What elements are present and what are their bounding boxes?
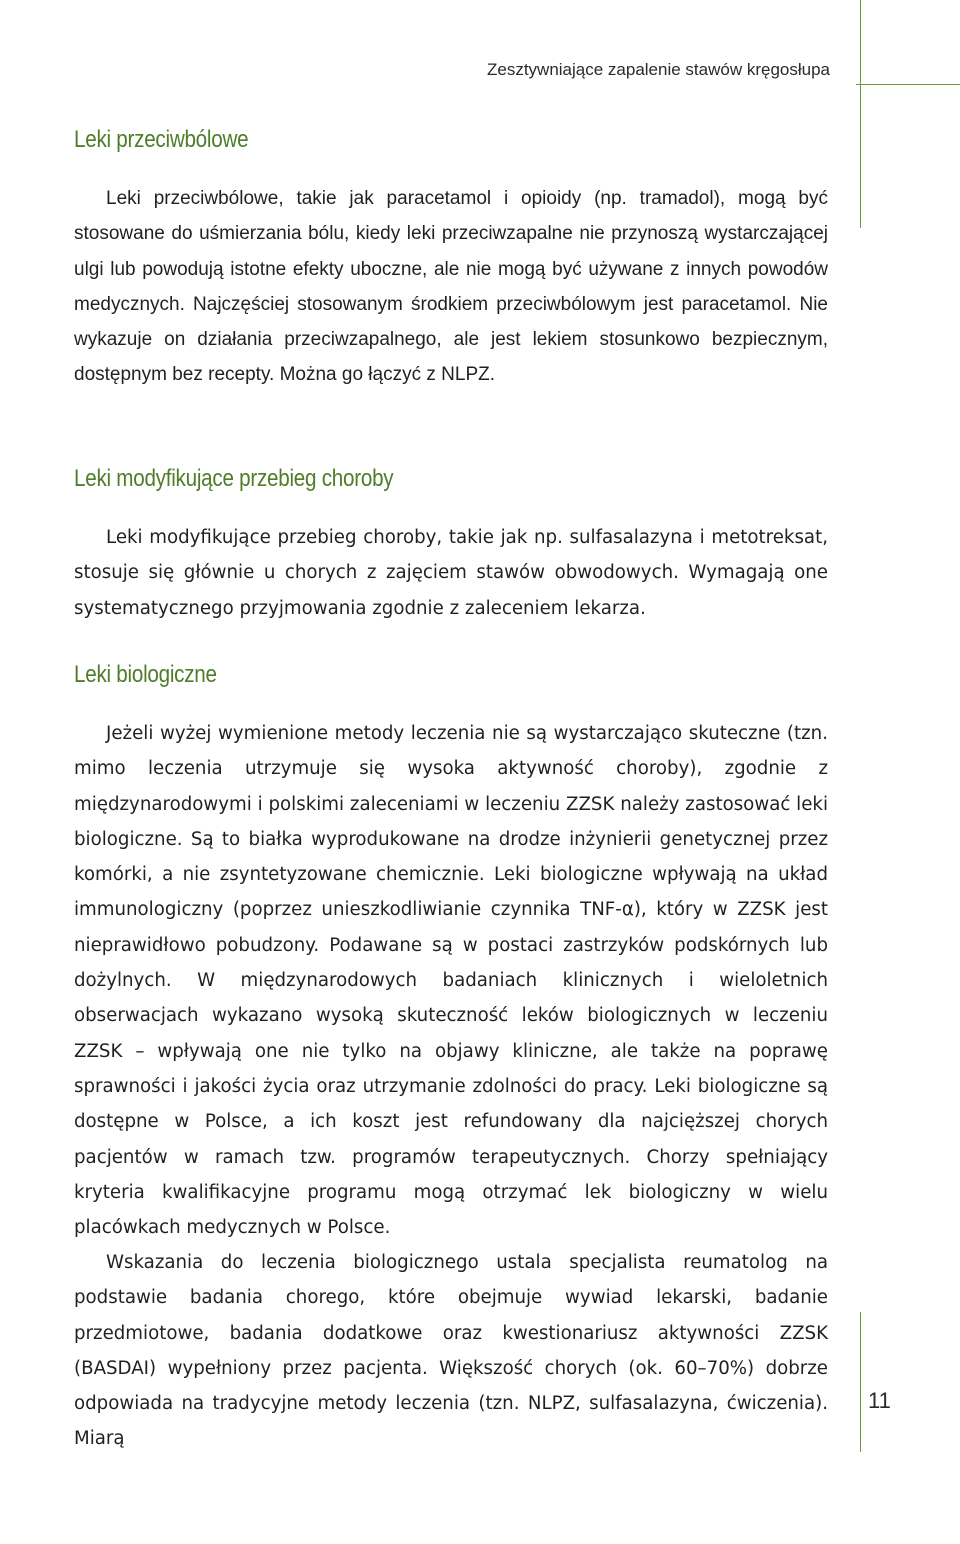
running-header: Zesztywniające zapalenie stawów kręgosłupa (486, 60, 830, 79)
margin-rule-top (860, 0, 861, 228)
section-heading-dmards: Leki modyfikujące przebieg choroby (74, 465, 394, 492)
paragraph-biologics-1: Jeżeli wyżej wymienione metody leczenia nie są wystarczająco skuteczne (tzn. mimo leczenia utrzymuje się wysoka aktywność choroby), zgodnie z międzynarodowymi i polskimi zaleceniami w leczeniu ZZSK należy zastosować leki biologiczne. Są to białka wyprodukowane na drodze inżynierii genetycznej przez komórki, a nie zsyntetyzowane chemicznie. Leki biologiczne wpływają na układ immunologiczny (poprzez unieszkodliwianie czynnika TNF-α), który w ZZSK jest nieprawidłowo pobudzony. Podawane są w postaci zastrzyków podskórnych lub dożylnych. W międzynarodowych badaniach klinicznych i wieloletnich obserwacjach wykazano wysoką skuteczność leków biologicznych w leczeniu ZZSK – wpływają one nie tylko na objawy kliniczne, ale także na poprawę sprawności i jakości życia oraz utrzymanie zdolności do pracy. Leki biologiczne są dostępne w Polsce, a ich koszt jest refundowany dla najcięższej chorych pacjentów w ramach tzw. programów terapeutycznych. Chorzy spełniający kryteria kwalifikacyjne programu mogą otrzymać lek biologiczny w wielu placówkach medycznych w Polsce. (74, 723, 828, 1239)
margin-rule-horizontal (856, 84, 960, 85)
page-number: 11 (868, 1388, 891, 1413)
paragraph-biologics-2: Wskazania do leczenia biologicznego ustala specjalista reumatolog na podstawie badania chorego, które obejmuje wywiad lekarski, badanie przedmiotowe, badania dodatkowe oraz kwestionariusz aktywności ZZSK (BASDAI) wypełniony przez pacjenta. Większość chorych (ok. 60–70%) dobrze odpowiada na tradycyjne metody leczenia (tzn. NLPZ, sulfasalazyna, ćwiczenia). Miarą (74, 1252, 828, 1450)
section-heading-biologics: Leki biologiczne (74, 661, 217, 688)
paragraph-analgesics: Leki przeciwbólowe, takie jak paracetamol i opioidy (np. tramadol), mogą być stosowane do uśmierzania bólu, kiedy leki przeciwzapalne nie przynoszą wystarczającej ulgi lub powodują istotne efekty uboczne, ale nie mogą być używane z innych powodów medycznych. Najczęściej stosowanym środkiem przeciwbólowym jest paracetamol. Nie wykazuje on działania przeciwzapalnego, ale jest lekiem stosunkowo bezpiecznym, dostępnym bez recepty. Można go łączyć z NLPZ. (74, 188, 828, 386)
margin-rule-bottom (860, 1312, 861, 1452)
section-heading-analgesics: Leki przeciwbólowe (74, 126, 249, 153)
paragraph-dmards: Leki modyfikujące przebieg choroby, takie jak np. sulfasalazyna i metotreksat, stosuje się głównie u chorych z zajęciem stawów obwodowych. Wymagają one systematycznego przyjmowania zgodnie z zaleceniem lekarza. (74, 527, 828, 619)
